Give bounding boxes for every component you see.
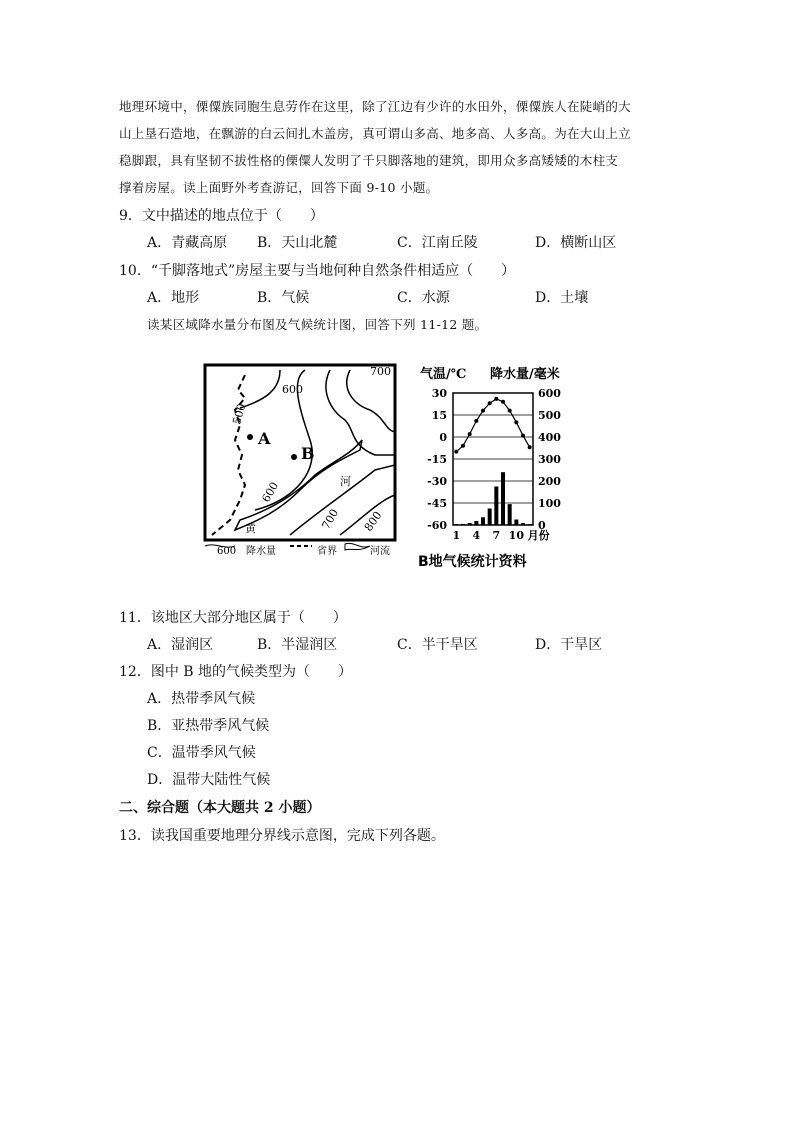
point-b-label: B [301,444,315,463]
temp-point [501,400,505,404]
q11-option-c: C．半干旱区 [397,637,478,653]
passage-line-1: 地理环境中，傈僳族同胞生息劳作在这里，除了江边有少许的水田外，傈僳族人在陡峭的大 [119,99,632,114]
temp-point [454,450,458,454]
label-yellow: 黄 [245,522,256,535]
precip-bar [514,520,518,526]
legend-river-symbol [345,543,370,550]
q12-option-c: C．温带季风气候 [147,745,256,761]
precip-tick: 600 [538,387,561,400]
temp-tick: -60 [427,519,447,532]
legend-precip: 降水量 [246,546,276,557]
temp-point [474,419,478,423]
legend-value: 600 [217,546,237,557]
temp-point [461,444,465,448]
passage-line-4: 撑着房屋。读上面野外考查游记，回答下面 9-10 小题。 [119,180,439,195]
label-600b: 600 [259,479,282,505]
question-11: 11．该地区大部分地区属于（ ） [119,610,347,626]
temp-point [468,432,472,436]
label-river: 河 [340,475,351,488]
temp-tick: -30 [427,475,447,488]
precip-bar [508,504,512,525]
q9-option-b: B．天山北麓 [257,235,338,251]
point-b-marker [291,454,297,460]
precip-bar [488,509,492,526]
month-tick: 7 [492,529,501,542]
temp-point [488,401,492,405]
province-border [212,375,245,535]
temp-point [521,434,525,438]
isohyet-700-north [347,370,395,432]
q11-option-d: D．干旱区 [535,637,603,653]
precip-bar [481,517,485,525]
legend-river: 河流 [370,546,390,557]
figure [200,360,600,575]
label-500: 500 [230,402,249,426]
temp-point [508,409,512,413]
climate-chart [427,387,561,542]
section-2-heading: 二、综合题（本大题共 2 小题） [119,800,321,816]
precip-tick: 300 [538,453,561,466]
label-700b: 700 [319,506,342,532]
temp-tick: 15 [431,409,447,422]
q9-option-c: C．江南丘陵 [397,235,478,251]
temp-point [514,420,518,424]
legend-border: 省界 [317,546,337,557]
precip-bar [521,523,525,525]
q10-option-c: C．水源 [397,290,450,306]
q12-option-a: A．热带季风气候 [147,691,256,707]
label-800: 800 [361,509,385,534]
precip-bar [468,523,472,525]
label-700a: 700 [370,365,391,378]
temp-axis-title: 气温/℃ [420,367,467,382]
temp-point [494,397,498,401]
q11-option-b: B．半湿润区 [257,637,338,653]
q9-option-d: D．横断山区 [535,235,617,251]
temp-line [456,399,529,452]
precip-bar [461,524,465,525]
month-unit: 月份 [527,529,550,542]
passage-line-2: 山上垦石造地，在飘游的白云间扎木盖房，真可谓山多高、地多高、人多高。为在大山上立 [119,126,632,141]
precip-tick: 0 [538,519,546,532]
precip-axis-title: 降水量/毫米 [490,367,560,382]
precip-bar [528,524,532,525]
q9-option-a: A．青藏高原 [147,235,228,251]
isohyet-500 [240,370,280,408]
q10-option-d: D．土壤 [535,290,589,306]
question-9: 9．文中描述的地点位于（ ） [119,208,324,224]
temp-tick: 30 [431,387,447,400]
precip-bar [454,524,458,525]
month-tick: 1 [452,529,461,542]
temp-tick: 0 [439,431,447,444]
precip-bar [501,472,505,525]
temp-point [528,445,532,449]
month-tick: 4 [472,529,481,542]
question-10: 10．“千脚落地式”房屋主要与当地何种自然条件相适应（ ） [119,263,516,279]
temp-tick: -45 [427,497,447,510]
q11-option-a: A．湿润区 [147,637,214,653]
q12-option-b: B．亚热带季风气候 [147,718,270,734]
precip-tick: 500 [538,409,561,422]
temp-point [481,409,485,413]
question-13: 13．读我国重要地理分界线示意图，完成下列各题。 [119,828,445,844]
label-600a: 600 [282,383,303,396]
passage-line-3: 稳脚跟，具有坚韧不拔性格的傈僳人发明了千只脚落地的建筑，即用众多高矮矮的木柱支 [119,153,619,168]
precip-bar [494,487,498,526]
point-a-marker [247,434,253,440]
month-tick: 10 [508,529,524,542]
intro-11-12: 读某区域降水量分布图及气候统计图，回答下列 11-12 题。 [147,317,488,332]
climate-caption: B地气候统计资料 [418,554,527,570]
precip-tick: 200 [538,475,561,488]
precip-tick: 100 [538,497,561,510]
q10-option-b: B．气候 [257,290,310,306]
point-a-label: A [258,429,271,448]
question-12: 12．图中 B 地的气候类型为（ ） [119,664,353,680]
temp-tick: -15 [427,453,447,466]
precip-bar [474,521,478,525]
precip-tick: 400 [538,431,561,444]
q12-option-d: D．温带大陆性气候 [147,772,271,788]
q10-option-a: A．地形 [147,290,200,306]
